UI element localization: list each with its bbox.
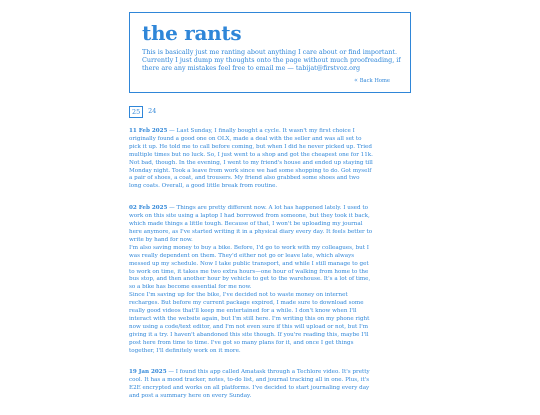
page-link[interactable]: 24 xyxy=(148,107,157,115)
post-text: — Last Sunday, I finally bought a cycle. It wasn't my first choice I originally found a good one on OLX, made a deal with the seller and was all set to pick it up. He told me to call before coming, but when I did he never picked up. Tried multiple times but no luck. So, I just went to a shop and got the cheapest one for 11k. Not bad, though. In the evening, I went to my friend's house and ended up staying till Monday night. Took a leave from work since we had some shopping to do. Got myself a pair of shoes, a coat, and trousers. My friend also grabbed some shoes and two long coats. Overall, a good little break from routine. xyxy=(129,128,373,190)
back-home-link[interactable] xyxy=(354,77,390,85)
post-date: 11 Feb 2025 xyxy=(129,128,168,134)
posts-list xyxy=(129,128,373,415)
post-paragraph: Since I'm saving up for the bike, I've decided not to waste money on internet recharges. But before my current package expired, I made sure to download some really good videos that'll keep me entertained for a while. I don't know when I'll interact with the website again, but I'm still here. I'm writing this on my phone right now using a code/text editor, and I'm not even sure if this will upload or not, but I'm giving it a try. I haven't abandoned this site though. If you're reading this, maybe I'll post here from time to time. I've got so many plans for it, and once I get things together, I'll definitely work on it more. xyxy=(129,292,370,354)
chevron-left-icon: « xyxy=(354,77,358,84)
post-entry xyxy=(129,205,373,355)
post-paragraph xyxy=(129,369,373,401)
post-entry xyxy=(129,128,373,191)
intro-text: This is basically just me ranting about anything I care about or find important. Currently I just dump my thoughts onto the page without much proofreading, if there are any mistakes feel free to email me — tabijat@firstvoz.org xyxy=(142,48,401,72)
pagination xyxy=(129,106,161,118)
post-paragraph: I'm also saving money to buy a bike. Before, I'd go to work with my colleagues, but I was really dependent on them. They'd either not go or leave late, which always messed up my schedule. Now I take public transport, and while I still manage to get to work on time, it takes me two extra hours—one hour of walking from home to the bus stop, and then another hour by vehicle to get to the warehouse. It's a lot of time, so a bike has become essential for me now. xyxy=(129,244,371,291)
page-title: the rants xyxy=(142,21,242,45)
post-date: 19 Jan 2025 xyxy=(129,369,167,376)
header-box xyxy=(129,12,411,93)
page-link-current[interactable]: 25 xyxy=(129,106,143,118)
post-text: — I found this app called Amatask through a Techlore video. It's pretty cool. It has a mood tracker, notes, to-do list, and journal tracking all in one. Plus, it's E2E encrypted and works on all platforms. I've decided to start journaling every day and post a summary here on every Sunday. xyxy=(129,369,370,400)
post-text: — Things are pretty different now. A lot has happened lately. I used to work on this site using a laptop I had borrowed from someone, but they took it back, which made things a little tough. Because of that, I won't be uploading my journal here anymore, as I've started writing it in a physical diary every day. It feels better to write by hand for now. xyxy=(129,205,373,243)
back-home-label: Back Home xyxy=(359,78,390,84)
post-entry xyxy=(129,369,373,401)
post-date: 02 Feb 2025 xyxy=(129,205,168,212)
post-paragraph xyxy=(129,128,373,191)
post-paragraph xyxy=(129,205,373,245)
